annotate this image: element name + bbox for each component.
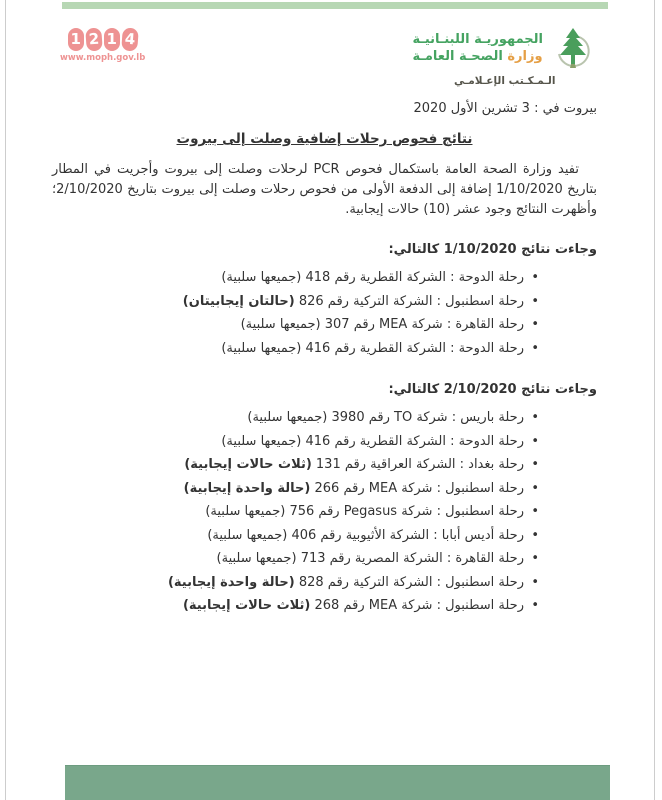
flight-description: رحلة اسطنبول : شركة Pegasus رقم 756 — [285, 504, 524, 519]
flight-description: رحلة الدوحة : الشركة القطرية رقم 418 — [301, 270, 524, 285]
flight-description: رحلة اسطنبول : الشركة التركية رقم 828 — [294, 574, 524, 590]
flight-list-item — [52, 453, 539, 477]
flight-list-item — [52, 500, 539, 524]
flight-description: رحلة أديس أبابا : الشركة الأثيوبية رقم 406 — [287, 527, 524, 543]
flight-description: رحلة اسطنبول : الشركة التركية رقم 826 — [294, 293, 524, 309]
document-header — [52, 24, 597, 87]
flight-list-item — [52, 290, 539, 314]
cedar-tree-icon — [549, 24, 597, 72]
ministry-word-wizara: وزارة — [507, 49, 543, 64]
page-left-edge — [5, 0, 6, 800]
flight-result: (جميعها سلبية) — [221, 433, 302, 449]
flight-description: رحلة بغداد : الشركة العراقية رقم 131 — [311, 457, 524, 472]
section1-heading: وجاءت نتائج 1/10/2020 كالتالي: — [388, 242, 597, 257]
document-title: نتائج فحوص رحلات إضافية وصلت إلى بيروت — [176, 131, 473, 147]
flight-list-item — [52, 266, 539, 290]
flight-result: (ثلاث حالات إيجابية) — [182, 598, 311, 613]
hotline-digit: 1 — [68, 28, 84, 51]
intro-paragraph: تفيد وزارة الصحة العامة باستكمال فحوص PCR لرحلات وصلت إلى بيروت وأجريت في المطار بتاريخ 1/10/2020 إضافة إلى الدفعة الأولى من فحوص رحلات وصلت إلى بيروت بتاريخ 2/10/2020؛ وأظهرت النتائج وجود عشر (10) حالات إيجابية. — [52, 162, 598, 217]
date-line: بيروت في : 3 تشرين الأول 2020 — [413, 101, 597, 116]
section2-heading: وجاءت نتائج 2/10/2020 كالتالي: — [388, 382, 597, 397]
flight-list-item — [52, 337, 539, 361]
hotline-digit: 4 — [121, 27, 139, 51]
media-office-label: الـمـكـتب الإعـلامـي — [454, 75, 556, 87]
flight-list-item — [52, 524, 539, 548]
flight-result: (جميعها سلبية) — [221, 270, 302, 285]
flight-result: (حالة واحدة إيجابية) — [183, 480, 311, 496]
flight-result: (جميعها سلبية) — [240, 317, 321, 332]
ministry-name-line2 — [413, 48, 543, 65]
flight-result: (جميعها سلبية) — [207, 527, 288, 543]
ministry-word-health: الصحـة العامـة — [412, 49, 503, 64]
flight-list-item — [52, 477, 539, 501]
flight-description: رحلة اسطنبول : شركة MEA رقم 266 — [310, 480, 524, 496]
hotline-digit: 1 — [104, 28, 120, 51]
bottom-green-bar — [65, 765, 610, 800]
flight-description: رحلة باريس : شركة TO رقم 3980 — [327, 410, 524, 425]
flight-list-item — [52, 430, 539, 454]
flight-description: رحلة القاهرة : شركة MEA رقم 307 — [320, 317, 524, 332]
flight-result: (ثلاث حالات إيجابية) — [184, 457, 312, 472]
flight-description: رحلة الدوحة : الشركة القطرية رقم 416 — [301, 433, 524, 449]
flight-list-item — [52, 571, 539, 595]
flight-list-1 — [52, 266, 539, 360]
ministry-name — [413, 31, 543, 65]
flight-list-item — [52, 547, 539, 571]
flight-result: (جميعها سلبية) — [247, 410, 328, 425]
hotline-1214-logo — [60, 28, 145, 63]
hotline-digit: 2 — [85, 27, 103, 51]
flight-list-2 — [52, 406, 539, 618]
ministry-logo-block — [413, 24, 597, 87]
hotline-url: www.moph.gov.lb — [60, 53, 146, 63]
flight-list-item — [52, 406, 539, 430]
flight-description: رحلة القاهرة : الشركة المصرية رقم 713 — [296, 551, 524, 566]
flight-result: (حالة واحدة إيجابية) — [167, 574, 295, 590]
flight-result: (جميعها سلبية) — [205, 504, 286, 519]
flight-result: (حالتان إيجابيتان) — [182, 293, 295, 309]
document-content — [52, 0, 597, 618]
ministry-logo-row — [413, 24, 597, 72]
flight-result: (جميعها سلبية) — [221, 340, 302, 356]
flight-result: (جميعها سلبية) — [216, 551, 297, 566]
flight-description: رحلة اسطنبول : شركة MEA رقم 268 — [310, 598, 524, 613]
flight-list-item — [52, 594, 539, 618]
ministry-name-line1: الجمهوريـة اللبنـانيـة — [412, 32, 543, 47]
page-right-edge — [654, 0, 655, 800]
flight-list-item — [52, 313, 539, 337]
hotline-digits — [60, 28, 145, 51]
flight-description: رحلة الدوحة : الشركة القطرية رقم 416 — [301, 340, 524, 356]
